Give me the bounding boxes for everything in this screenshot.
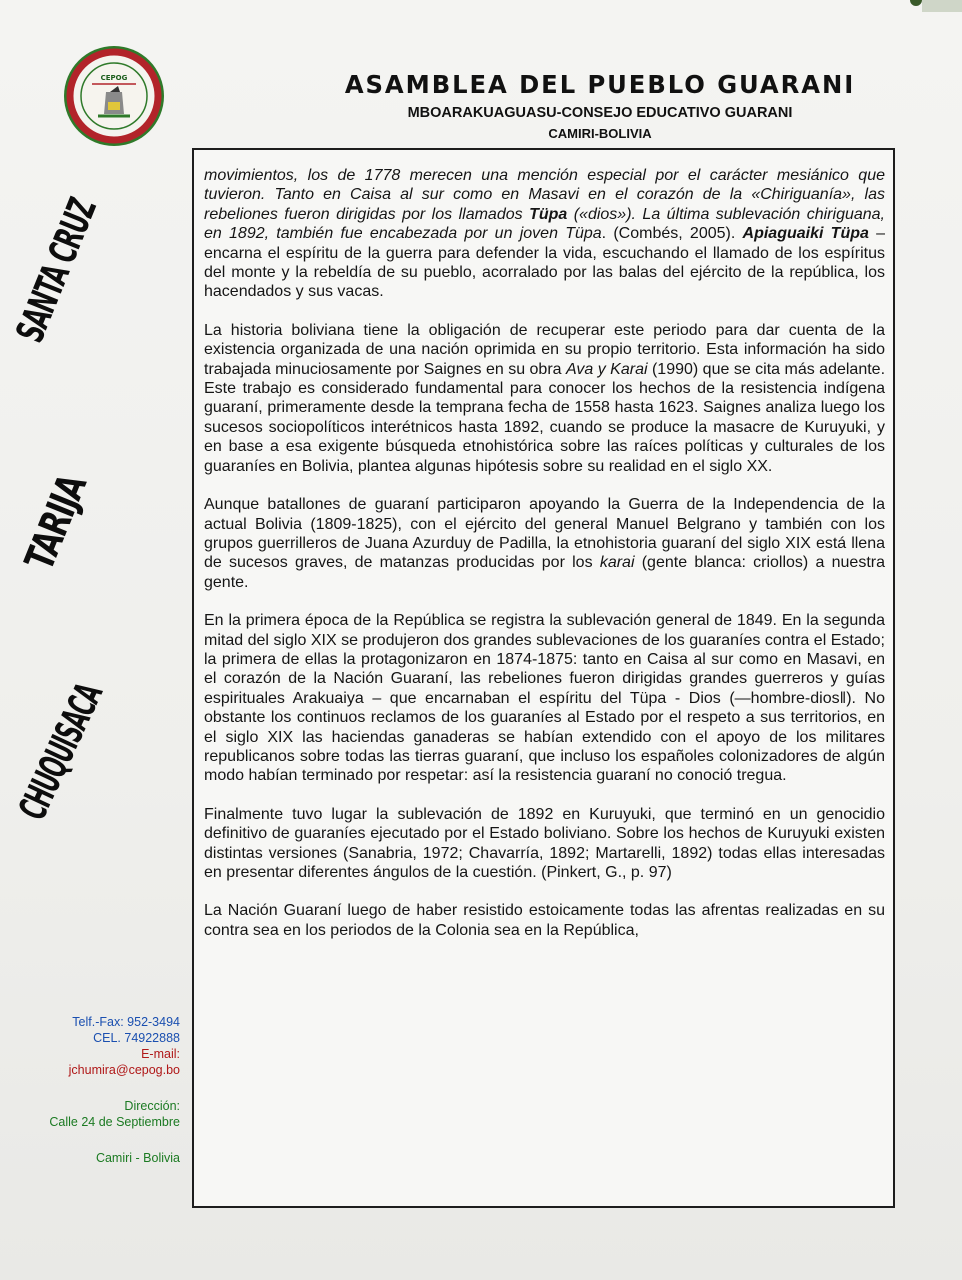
- organization-title: ASAMBLEA DEL PUEBLO GUARANI: [344, 70, 856, 99]
- paragraph-1-name: Apiaguaiki Tüpa: [742, 225, 869, 243]
- paragraph-3-text: (gente blanca: criollos) a nuestra gente.: [204, 554, 885, 591]
- paragraph-4: En la primera época de la República se registra la sublevación general de 1849. En la segunda mitad del siglo XIX se produjeron dos grandes sublevaciones de los guaraníes contra el Estado; la primera de ellas la protagonizaron en 1874-1875: tanto en Caisa al sur como en Masavi, en el corazón de la Nación Guaraní, las rebeliones fueron dirigidas grandes guerreros y guías espirituales Arakuaiya – que encarnaban el espíritu del Tüpa - Dios (—hombre-dios‖). No obstante los continuos reclamos de los guaraníes al Estado por el respeto a sus territorios, en el siglo XIX las haciendas ganaderas se habían extendido con el apoyo de los militares republicanos sobre todas las tierras guaraní, que incluso los españoles colonizadores de algún modo habían terminado por respetar: así la resistencia guaraní no conoció tregua.: [204, 612, 885, 785]
- paragraph-2-work-title: Ava y Karai: [566, 360, 648, 378]
- region-chuquisaca: CHUQUISACA: [10, 677, 111, 827]
- organization-subtitle: MBOARAKUAGUASU-CONSEJO EDUCATIVO GUARANI: [407, 105, 793, 121]
- organization-location: CAMIRI-BOLIVIA: [548, 126, 652, 141]
- paragraph-1-text: movimientos, los de 1778 merecen una mención especial por el carácter mesiánico que tuvieron. Tanto en Caisa al sur como en Masavi en el corazón de la «Chiriguanía», las rebeliones fueron dirigidas por los llamados: [204, 167, 885, 223]
- document-header: [190, 70, 950, 141]
- paragraph-5: Finalmente tuvo lugar la sublevación de 1892 en Kuruyuki, que terminó en un genocidio definitivo de guaraníes ejecutado por el Estado boliviano. Sobre los hechos de Kuruyuki existen distintas versiones (Sanabria, 1972; Chavarría, 1892; Martarelli, 1892) todas ellas interesadas en presentar diferentes ángulos de la cuestión. (Pinkert, G., p. 97): [204, 805, 885, 881]
- contact-info: [20, 1014, 180, 1166]
- page-corner-decoration: [922, 0, 962, 12]
- region-tarija: TARIJA: [16, 469, 96, 577]
- paragraph-3-text: Aunque batallones de guaraní participaron apoyando la Guerra de la Independencia de la actual Bolivia (1809-1825), con el ejército del general Manuel Belgrano y también con los grupos guerrilleros de Juana Azurduy de Padilla, la etnohistoria guaraní del siglo XIX está llena de sucesos graves, de matanzas producidas por los: [204, 496, 885, 572]
- paragraph-1-text: («dios»). La última sublevación chiriguana, en 1892, también fue encabezada por un joven: [204, 205, 886, 243]
- paragraph-3-term: karai: [599, 554, 635, 572]
- page-corner-mark: [910, 0, 922, 6]
- paragraph-1: [204, 166, 885, 302]
- paragraph-1-term: Tüpa: [565, 225, 602, 243]
- contact-email-label: E-mail:: [141, 1047, 180, 1061]
- paragraph-1-term: Tüpa: [529, 205, 568, 223]
- paragraph-2-text: (1990) que se cita más adelante. Este trabajo es considerado fundamental para conocer los hechos de la resistencia indígena guaraní, primeramente desde la temprana fecha de 1558 hasta 1623. Saignes analiza luego los sucesos sociopolíticos interétnicos hasta 1892, cuando se produce la masacre de Kuruyuki, y en base a esa exigente búsqueda etnohistórica sobre las raíces políticas y culturales de los guaraníes en Bolivia, plantea algunas hipótesis sobre su realidad en el siglo XX.: [204, 360, 886, 475]
- paragraph-2-text: La historia boliviana tiene la obligación de recuperar este periodo para dar cuenta de la existencia organizada de una nación oprimida en su propio territorio. Esta información ha sido trabajada minuciosamente por Saignes en su obra: [204, 321, 885, 378]
- body-text-frame: [192, 148, 895, 1208]
- contact-address-label: Dirección:: [124, 1099, 180, 1113]
- contact-email[interactable]: jchumira@cepog.bo: [68, 1063, 180, 1077]
- contact-address: Calle 24 de Septiembre: [49, 1115, 180, 1129]
- paragraph-1-citation: . (Combés, 2005).: [601, 225, 743, 243]
- contact-telfax: Telf.-Fax: 952-3494: [72, 1015, 180, 1029]
- contact-cel: CEL. 74922888: [93, 1031, 180, 1045]
- contact-city: Camiri - Bolivia: [95, 1151, 180, 1165]
- paragraph-3: [204, 495, 885, 592]
- paragraph-1-text: – encarna el espíritu de la guerra para defender la vida, escuchando el llamado de los espíritus del monte y la rebeldía de su pueblo, acorralado por las balas del ejército de la república, los hacendados y sus vacas.: [204, 225, 886, 301]
- seal-logo-icon: [62, 44, 166, 148]
- logo-text: CEPOG: [100, 74, 128, 82]
- region-santa-cruz: SANTA CRUZ: [7, 192, 105, 349]
- paragraph-6: La Nación Guaraní luego de haber resistido estoicamente todas las afrentas realizadas en su contra sea en los periodos de la Colonia sea en la República,: [204, 902, 885, 939]
- paragraph-2: [204, 321, 885, 476]
